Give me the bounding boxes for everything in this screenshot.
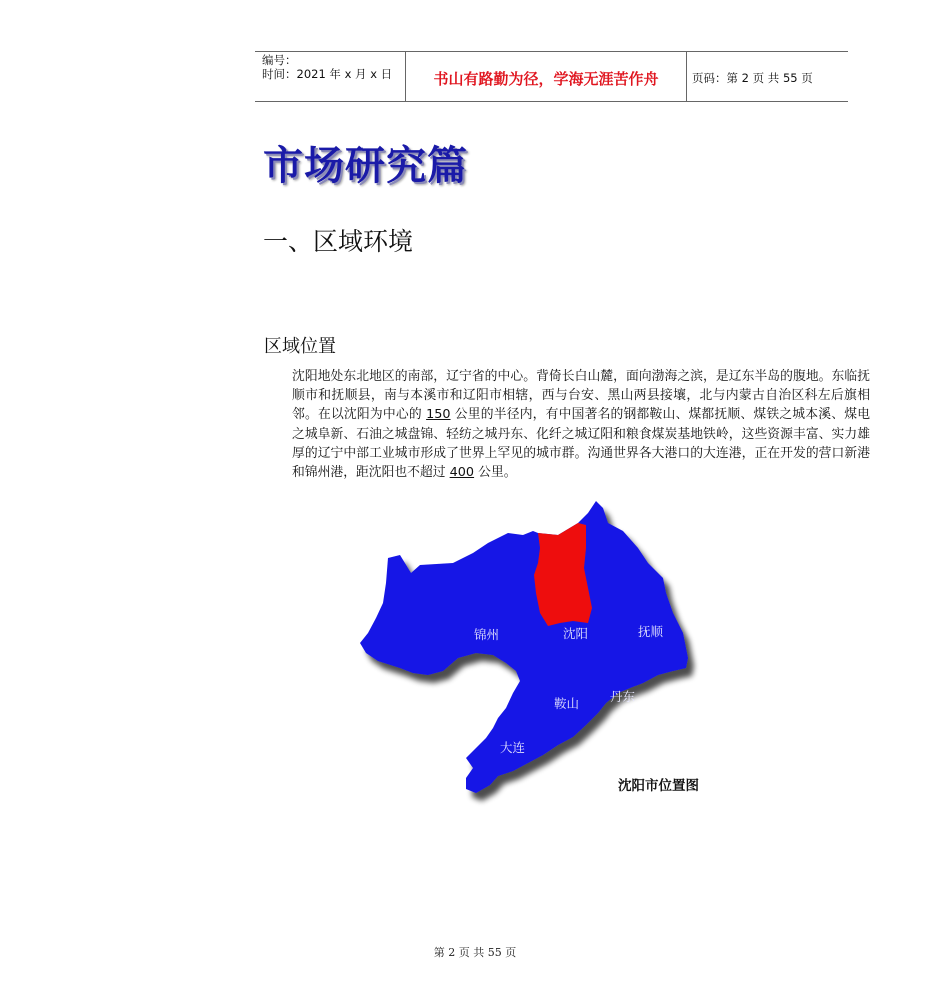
map-label-jinzhou: 锦州: [474, 627, 500, 642]
paragraph-text: 沈阳地处东北地区的南部，辽宁省的中心。背倚长白山麓，面向渤海之滨，是辽东半岛的腹地。东临抚顺市和抚顺县，南与本溪市和辽阳市相辖，西与台安、黑山两县接壤，北与内蒙古自治区科左后旗相邻。在以沈阳为中心的: [292, 369, 870, 423]
map-figure: [348, 493, 758, 813]
header-divider: [405, 51, 406, 102]
date-label: 时间：2021 年 x 月 x 日: [262, 67, 393, 81]
map-caption: 沈阳市位置图: [618, 778, 699, 794]
map-label-dalian: 大连: [500, 740, 526, 755]
header-divider: [686, 51, 687, 102]
location-paragraph: [292, 367, 870, 482]
header-page-info: 页码：第 2 页 共 55 页: [692, 71, 813, 85]
map-label-dandong: 丹东: [610, 689, 636, 704]
header-bottom-rule: [255, 101, 848, 102]
shenyang-location-map: [348, 493, 758, 813]
shenyang-region-shape: [534, 523, 592, 626]
header-meta: [262, 53, 392, 81]
paragraph-text: 公里的半径内，有中国著名的钢都鞍山、煤都抚顺、煤铁之城本溪、煤电之城阜新、石油之城盘锦、轻纺之城丹东、化纤之城辽阳和粮食煤炭基地铁岭，这些资源丰富、实力雄厚的辽宁中部工业城市形成了世界上罕见的城市群。沟通世界各大港口的大连港，正在开发的营口新港和锦州港，距沈阳也不超过: [292, 407, 871, 481]
header-motto: 书山有路勤为径，学海无涯苦作舟: [433, 70, 659, 88]
distance-value: 150: [426, 407, 451, 423]
serial-label: 编号：: [262, 53, 297, 67]
paragraph-text: 公里。: [474, 465, 517, 481]
sub-heading: 区域位置: [264, 336, 336, 357]
distance-value: 400: [449, 465, 475, 481]
footer-page-number: 第 2 页 共 55 页: [433, 946, 517, 959]
map-label-fushun: 抚顺: [638, 624, 664, 639]
map-label-shenyang: 沈阳: [563, 626, 589, 641]
document-title: 市场研究篇: [263, 143, 468, 189]
header-top-rule: [255, 51, 848, 52]
page-footer: [0, 944, 950, 960]
map-label-anshan: 鞍山: [554, 696, 580, 711]
section-heading: 一、区域环境: [263, 227, 414, 256]
